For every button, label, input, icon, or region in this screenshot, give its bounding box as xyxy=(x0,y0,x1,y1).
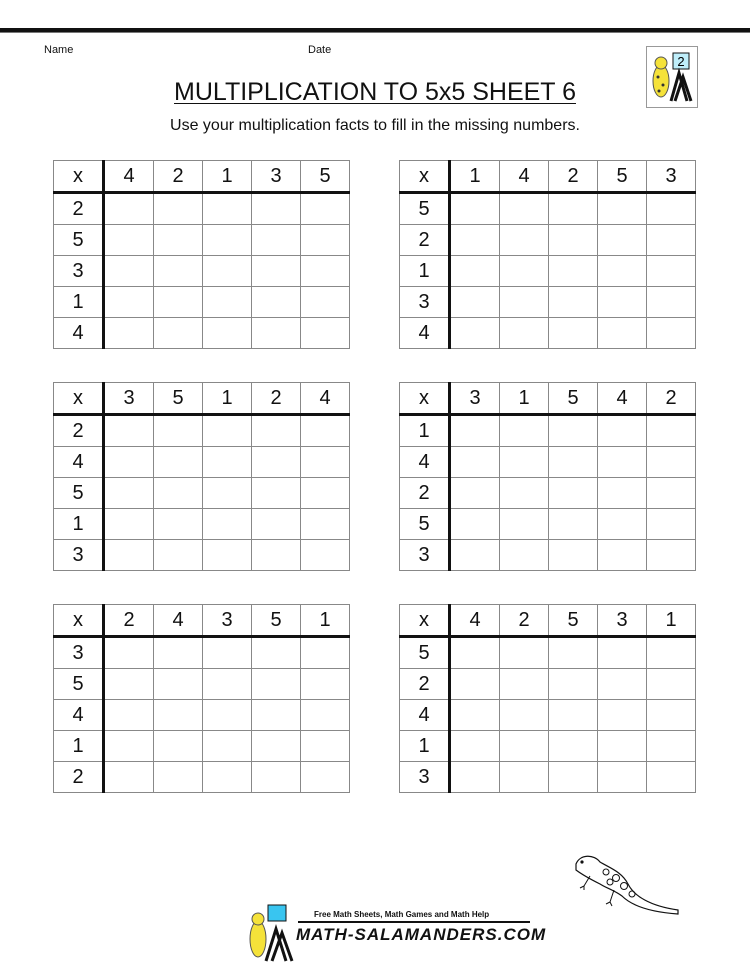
row-factor: 3 xyxy=(54,637,104,669)
row-factor: 2 xyxy=(54,193,104,225)
answer-cell[interactable] xyxy=(549,193,598,225)
column-factor: 4 xyxy=(301,383,350,415)
row-factor: 4 xyxy=(54,447,104,478)
answer-cell[interactable] xyxy=(203,478,252,509)
column-factor: 1 xyxy=(203,161,252,193)
answer-cell[interactable] xyxy=(252,700,301,731)
answer-cell[interactable] xyxy=(203,762,252,793)
answer-cell[interactable] xyxy=(154,731,203,762)
grid-header-row xyxy=(400,383,696,415)
answer-cell[interactable] xyxy=(104,731,154,762)
column-factor: 2 xyxy=(500,605,549,637)
grid-row xyxy=(400,509,696,540)
answer-cell[interactable] xyxy=(203,415,252,447)
answer-cell[interactable] xyxy=(104,540,154,571)
answer-cell[interactable] xyxy=(104,509,154,540)
answer-cell[interactable] xyxy=(252,415,301,447)
answer-cell[interactable] xyxy=(252,287,301,318)
answer-cell[interactable] xyxy=(647,447,696,478)
answer-cell[interactable] xyxy=(301,415,350,447)
answer-cell[interactable] xyxy=(203,731,252,762)
corner-symbol: x xyxy=(400,605,450,637)
answer-cell[interactable] xyxy=(203,287,252,318)
answer-cell[interactable] xyxy=(252,669,301,700)
answer-cell[interactable] xyxy=(301,700,350,731)
answer-cell[interactable] xyxy=(647,318,696,349)
column-factor: 4 xyxy=(154,605,203,637)
row-factor: 3 xyxy=(400,540,450,571)
answer-cell[interactable] xyxy=(301,318,350,349)
answer-cell[interactable] xyxy=(549,318,598,349)
answer-cell[interactable] xyxy=(252,509,301,540)
answer-cell[interactable] xyxy=(647,669,696,700)
answer-cell[interactable] xyxy=(500,509,549,540)
answer-cell[interactable] xyxy=(301,731,350,762)
answer-cell[interactable] xyxy=(549,700,598,731)
grid-row xyxy=(400,478,696,509)
grid-row xyxy=(54,540,350,571)
answer-cell[interactable] xyxy=(154,447,203,478)
answer-cell[interactable] xyxy=(598,762,647,793)
answer-cell[interactable] xyxy=(500,700,549,731)
row-factor: 4 xyxy=(400,447,450,478)
answer-cell[interactable] xyxy=(104,447,154,478)
answer-cell[interactable] xyxy=(203,637,252,669)
row-factor: 3 xyxy=(54,540,104,571)
answer-cell[interactable] xyxy=(450,540,500,571)
answer-cell[interactable] xyxy=(104,287,154,318)
answer-cell[interactable] xyxy=(203,256,252,287)
grid-row xyxy=(400,540,696,571)
answer-cell[interactable] xyxy=(104,762,154,793)
answer-cell[interactable] xyxy=(252,540,301,571)
footer-rule xyxy=(298,921,530,923)
answer-cell[interactable] xyxy=(500,225,549,256)
answer-cell[interactable] xyxy=(598,700,647,731)
row-factor: 5 xyxy=(54,225,104,256)
answer-cell[interactable] xyxy=(301,762,350,793)
answer-cell[interactable] xyxy=(252,478,301,509)
answer-cell[interactable] xyxy=(301,478,350,509)
answer-cell[interactable] xyxy=(154,256,203,287)
answer-cell[interactable] xyxy=(598,540,647,571)
grid-row xyxy=(54,225,350,256)
page-title: MULTIPLICATION TO 5x5 SHEET 6 xyxy=(174,78,576,106)
row-factor: 1 xyxy=(54,509,104,540)
grid-row xyxy=(400,318,696,349)
answer-cell[interactable] xyxy=(549,509,598,540)
answer-cell[interactable] xyxy=(252,447,301,478)
grid-row xyxy=(400,447,696,478)
column-factor: 5 xyxy=(154,383,203,415)
answer-cell[interactable] xyxy=(450,509,500,540)
row-factor: 5 xyxy=(400,509,450,540)
column-factor: 5 xyxy=(252,605,301,637)
corner-symbol: x xyxy=(400,383,450,415)
row-factor: 1 xyxy=(400,256,450,287)
multiplication-grid-4 xyxy=(399,382,696,571)
answer-cell[interactable] xyxy=(104,225,154,256)
answer-cell[interactable] xyxy=(549,669,598,700)
answer-cell[interactable] xyxy=(104,669,154,700)
grid-row xyxy=(54,509,350,540)
answer-cell[interactable] xyxy=(450,415,500,447)
column-factor: 4 xyxy=(104,161,154,193)
answer-cell[interactable] xyxy=(500,415,549,447)
answer-cell[interactable] xyxy=(301,669,350,700)
grid-row xyxy=(400,287,696,318)
answer-cell[interactable] xyxy=(647,478,696,509)
answer-cell[interactable] xyxy=(252,318,301,349)
answer-cell[interactable] xyxy=(203,509,252,540)
row-factor: 1 xyxy=(400,731,450,762)
grid-row xyxy=(400,225,696,256)
answer-cell[interactable] xyxy=(647,225,696,256)
column-factor: 3 xyxy=(104,383,154,415)
answer-cell[interactable] xyxy=(252,762,301,793)
row-factor: 5 xyxy=(54,669,104,700)
answer-cell[interactable] xyxy=(598,318,647,349)
answer-cell[interactable] xyxy=(647,415,696,447)
svg-text:2: 2 xyxy=(677,54,685,69)
answer-cell[interactable] xyxy=(598,669,647,700)
column-factor: 3 xyxy=(450,383,500,415)
answer-cell[interactable] xyxy=(549,287,598,318)
grid-row xyxy=(400,256,696,287)
answer-cell[interactable] xyxy=(450,731,500,762)
grid-row xyxy=(400,637,696,669)
answer-cell[interactable] xyxy=(500,256,549,287)
column-factor: 1 xyxy=(301,605,350,637)
column-factor: 2 xyxy=(549,161,598,193)
answer-cell[interactable] xyxy=(598,225,647,256)
answer-cell[interactable] xyxy=(450,637,500,669)
column-factor: 1 xyxy=(450,161,500,193)
answer-cell[interactable] xyxy=(500,287,549,318)
grid-row xyxy=(400,731,696,762)
grid-row xyxy=(54,762,350,793)
answer-cell[interactable] xyxy=(500,762,549,793)
grid-row xyxy=(400,762,696,793)
row-factor: 2 xyxy=(400,669,450,700)
grid-row xyxy=(54,447,350,478)
grid-header-row xyxy=(54,383,350,415)
column-factor: 5 xyxy=(598,161,647,193)
answer-cell[interactable] xyxy=(500,318,549,349)
answer-cell[interactable] xyxy=(598,637,647,669)
row-factor: 2 xyxy=(54,415,104,447)
grid-row xyxy=(54,669,350,700)
answer-cell[interactable] xyxy=(500,193,549,225)
answer-cell[interactable] xyxy=(598,256,647,287)
answer-cell[interactable] xyxy=(301,637,350,669)
answer-cell[interactable] xyxy=(154,637,203,669)
answer-cell[interactable] xyxy=(647,762,696,793)
column-factor: 3 xyxy=(203,605,252,637)
footer-site-link[interactable]: MATH-SALAMANDERS.COM xyxy=(296,925,547,944)
row-factor: 5 xyxy=(400,193,450,225)
row-factor: 1 xyxy=(54,287,104,318)
answer-cell[interactable] xyxy=(154,509,203,540)
column-factor: 1 xyxy=(500,383,549,415)
answer-cell[interactable] xyxy=(154,287,203,318)
answer-cell[interactable] xyxy=(301,287,350,318)
answer-cell[interactable] xyxy=(104,318,154,349)
answer-cell[interactable] xyxy=(154,700,203,731)
answer-cell[interactable] xyxy=(154,540,203,571)
answer-cell[interactable] xyxy=(154,762,203,793)
answer-cell[interactable] xyxy=(154,415,203,447)
row-factor: 3 xyxy=(400,287,450,318)
row-factor: 4 xyxy=(54,700,104,731)
answer-cell[interactable] xyxy=(598,415,647,447)
answer-cell[interactable] xyxy=(598,193,647,225)
top-rule xyxy=(0,28,750,33)
column-factor: 2 xyxy=(104,605,154,637)
answer-cell[interactable] xyxy=(450,287,500,318)
grid-header-row xyxy=(54,605,350,637)
column-factor: 5 xyxy=(549,605,598,637)
answer-cell[interactable] xyxy=(104,193,154,225)
answer-cell[interactable] xyxy=(203,318,252,349)
answer-cell[interactable] xyxy=(500,669,549,700)
multiplication-grid-6 xyxy=(399,604,696,793)
answer-cell[interactable] xyxy=(252,637,301,669)
grid-row xyxy=(54,287,350,318)
answer-cell[interactable] xyxy=(647,256,696,287)
salamander-drawing-icon xyxy=(570,850,682,920)
grid-row xyxy=(54,478,350,509)
grid-row xyxy=(400,669,696,700)
footer-logo-icon xyxy=(244,903,294,963)
answer-cell[interactable] xyxy=(301,509,350,540)
answer-cell[interactable] xyxy=(598,731,647,762)
answer-cell[interactable] xyxy=(647,637,696,669)
answer-cell[interactable] xyxy=(450,447,500,478)
answer-cell[interactable] xyxy=(203,225,252,256)
grid-row xyxy=(400,700,696,731)
corner-symbol: x xyxy=(54,161,104,193)
answer-cell[interactable] xyxy=(154,318,203,349)
answer-cell[interactable] xyxy=(252,193,301,225)
answer-cell[interactable] xyxy=(203,540,252,571)
answer-cell[interactable] xyxy=(154,669,203,700)
row-factor: 1 xyxy=(54,731,104,762)
answer-cell[interactable] xyxy=(450,193,500,225)
answer-cell[interactable] xyxy=(450,225,500,256)
row-factor: 2 xyxy=(400,478,450,509)
answer-cell[interactable] xyxy=(549,447,598,478)
answer-cell[interactable] xyxy=(154,193,203,225)
footer-tagline: Free Math Sheets, Math Games and Math Help xyxy=(314,910,490,919)
date-label: Date xyxy=(308,44,332,56)
row-factor: 3 xyxy=(54,256,104,287)
row-factor: 4 xyxy=(54,318,104,349)
instructions: Use your multiplication facts to fill in the missing numbers. xyxy=(170,117,580,134)
answer-cell[interactable] xyxy=(450,669,500,700)
answer-cell[interactable] xyxy=(647,287,696,318)
answer-cell[interactable] xyxy=(549,478,598,509)
answer-cell[interactable] xyxy=(154,225,203,256)
answer-cell[interactable] xyxy=(301,540,350,571)
answer-cell[interactable] xyxy=(647,193,696,225)
answer-cell[interactable] xyxy=(252,731,301,762)
row-factor: 4 xyxy=(400,700,450,731)
grid-header-row xyxy=(400,161,696,193)
column-factor: 4 xyxy=(500,161,549,193)
column-factor: 2 xyxy=(154,161,203,193)
column-factor: 4 xyxy=(450,605,500,637)
answer-cell[interactable] xyxy=(549,637,598,669)
grid-row xyxy=(54,637,350,669)
column-factor: 3 xyxy=(647,161,696,193)
answer-cell[interactable] xyxy=(598,287,647,318)
column-factor: 3 xyxy=(252,161,301,193)
answer-cell[interactable] xyxy=(549,540,598,571)
answer-cell[interactable] xyxy=(203,669,252,700)
answer-cell[interactable] xyxy=(500,731,549,762)
answer-cell[interactable] xyxy=(549,256,598,287)
answer-cell[interactable] xyxy=(450,700,500,731)
answer-cell[interactable] xyxy=(104,478,154,509)
multiplication-grid-3 xyxy=(53,382,350,571)
answer-cell[interactable] xyxy=(203,447,252,478)
row-factor: 1 xyxy=(400,415,450,447)
multiplication-grid-2 xyxy=(399,160,696,349)
grid-row xyxy=(400,415,696,447)
answer-cell[interactable] xyxy=(450,318,500,349)
answer-cell[interactable] xyxy=(647,731,696,762)
answer-cell[interactable] xyxy=(301,225,350,256)
answer-cell[interactable] xyxy=(500,478,549,509)
grid-row xyxy=(54,731,350,762)
column-factor: 1 xyxy=(647,605,696,637)
answer-cell[interactable] xyxy=(549,415,598,447)
answer-cell[interactable] xyxy=(104,256,154,287)
column-factor: 3 xyxy=(598,605,647,637)
answer-cell[interactable] xyxy=(301,447,350,478)
answer-cell[interactable] xyxy=(104,700,154,731)
answer-cell[interactable] xyxy=(647,509,696,540)
column-factor: 2 xyxy=(647,383,696,415)
corner-symbol: x xyxy=(54,605,104,637)
answer-cell[interactable] xyxy=(598,509,647,540)
answer-cell[interactable] xyxy=(647,700,696,731)
answer-cell[interactable] xyxy=(500,637,549,669)
row-factor: 2 xyxy=(54,762,104,793)
answer-cell[interactable] xyxy=(598,447,647,478)
answer-cell[interactable] xyxy=(104,637,154,669)
grid-row xyxy=(54,193,350,225)
corner-symbol: x xyxy=(400,161,450,193)
name-label: Name xyxy=(44,44,74,56)
column-factor: 5 xyxy=(549,383,598,415)
answer-cell[interactable] xyxy=(203,193,252,225)
row-factor: 5 xyxy=(400,637,450,669)
grid-row xyxy=(54,700,350,731)
grid-header-row xyxy=(54,161,350,193)
answer-cell[interactable] xyxy=(301,193,350,225)
grid-row xyxy=(400,193,696,225)
multiplication-grid-1 xyxy=(53,160,350,349)
answer-cell[interactable] xyxy=(154,478,203,509)
grid-row xyxy=(54,256,350,287)
answer-cell[interactable] xyxy=(252,256,301,287)
row-factor: 4 xyxy=(400,318,450,349)
answer-cell[interactable] xyxy=(500,447,549,478)
answer-cell[interactable] xyxy=(500,540,549,571)
column-factor: 1 xyxy=(203,383,252,415)
answer-cell[interactable] xyxy=(549,762,598,793)
column-factor: 4 xyxy=(598,383,647,415)
row-factor: 5 xyxy=(54,478,104,509)
grid-header-row xyxy=(400,605,696,637)
row-factor: 2 xyxy=(400,225,450,256)
row-factor: 3 xyxy=(400,762,450,793)
answer-cell[interactable] xyxy=(598,478,647,509)
answer-cell[interactable] xyxy=(252,225,301,256)
answer-cell[interactable] xyxy=(450,478,500,509)
answer-cell[interactable] xyxy=(647,540,696,571)
corner-symbol: x xyxy=(54,383,104,415)
column-factor: 5 xyxy=(301,161,350,193)
answer-cell[interactable] xyxy=(203,700,252,731)
answer-cell[interactable] xyxy=(301,256,350,287)
grid-row xyxy=(54,415,350,447)
grid-row xyxy=(54,318,350,349)
answer-cell[interactable] xyxy=(549,731,598,762)
answer-cell[interactable] xyxy=(450,762,500,793)
answer-cell[interactable] xyxy=(450,256,500,287)
column-factor: 2 xyxy=(252,383,301,415)
multiplication-grid-5 xyxy=(53,604,350,793)
answer-cell[interactable] xyxy=(104,415,154,447)
answer-cell[interactable] xyxy=(549,225,598,256)
